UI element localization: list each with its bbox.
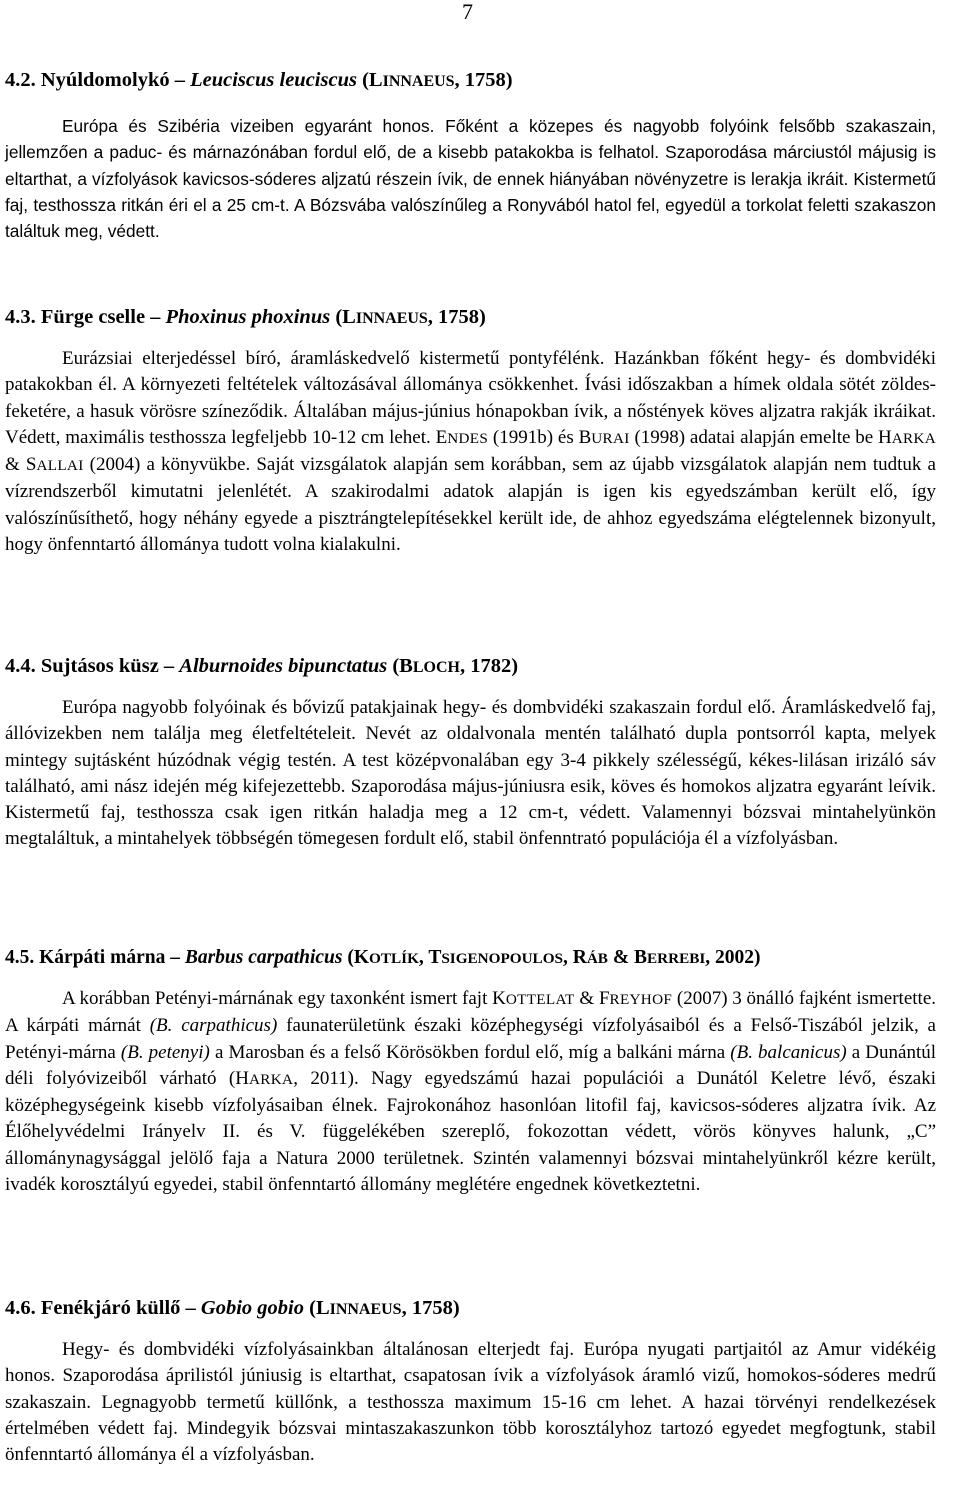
section-4-4 xyxy=(5,652,936,853)
section-text: Európa nagyobb folyóinak és bővizű patakjainak hegy- és dombvidéki szakaszain fordul elő. Áramláskedvelő faj, állóvizekben nem találja meg életfeltételeit. Nevét az oldalvonala mentén található dupla pontsorról kapta, melyek mintegy sujtásként húzódnak végig testén. A test középvonalában egy 3-4 pikkely szélességű, kékes-lilásan irizáló sáv található, ami nász idején még kifejezettebb. Szaporodása május-júniusra esik, köves és homokos aljzatra egyaránt leívik. Kistermetű faj, testhossza csak igen ritkán haladja meg a 12 cm-t, védett. Valamennyi bózsvai mintahelyünkön megtaláltuk, a mintahelyek többségén tömegesen fordult elő, stabil önfenntrató populációja él a vízfolyásban. xyxy=(5,697,936,850)
section-text: A korábban Petényi-márnának egy taxonként ismert fajt KOTTELAT & FREYHOF (2007) 3 önálló fajként ismertette. A kárpáti márnát (B. carpathicus) faunaterületünk északi középhegységi vízfolyásaiból és a Felső-Tiszából jelzik, a Petényi-márna (B. petenyi) a Marosban és a felső Körösökben fordul elő, míg a balkáni márna (B. balcanicus) a Dunántúl déli folyóvizeiből várható (HARKA, 2011). Nagy egyedszámú hazai populációi a Dunától Keletre lévő, északi középhegységeink kisebb vízfolyásaiban élnek. Fajrokonához hasonlóan litofil faj, kavicsos-sóderes aljzatra ívik. Az Élőhelyvédelmi Irányelv II. és V. függelékében szereplő, fokozottan védett, vörös könyves halunk, „C” állománynagysággal jelölő faja a Natura 2000 területnek. Szintén valamennyi bózsvai mintahelyünkről kézre került, ivadék korosztályú egyedei, stabil önfenntartó állomány meglétére engednek következtetni. xyxy=(5,988,937,1196)
section-heading: 4.4. Sujtásos küsz – Alburnoides bipunctatus (BLOCH, 1782) xyxy=(5,655,519,677)
section-4-6 xyxy=(5,1294,936,1468)
section-4-5 xyxy=(5,944,936,1198)
section-text: Eurázsiai elterjedéssel bíró, áramláskedvelő kistermetű pontyfélénk. Hazánkban főként hegy- és dombvidéki patakokban él. A környezeti feltételek változásával állománya csökkenhet. Ívási időszakban a hímek oldala sötét zöldes-feketére, a hasuk vörösre színeződik. Általában május-június hónapokban ívik, a nőstények köves aljzatra rakják ikráikat. Védett, maximális testhossza legfeljebb 10-12 cm lehet. ENDES (1991b) és BURAI (1998) adatai alapján emelte be HARKA & SALLAI (2004) a könyvükbe. Saját vizsgálatok alapján sem korábban, sem az újabb vizsgálatok alapján nem tudtuk a vízrendszerből kimutatni jelenlétét. A szakirodalmi adatok alapján is igen kis egyedszámban került elő, így valószínűsíthető, hogy néhány egyede a pisztrángtelepítésekkel került ide, de ahhoz egyedszáma elégtelennek bizonyult, hogy önfenntartó állománya tudott volna kialakulni. xyxy=(5,348,937,556)
section-heading: 4.5. Kárpáti márna – Barbus carpathicus (KOTLÍK, TSIGENOPOULOS, RÁB & BERREBI, 2002) xyxy=(5,947,761,968)
page-number: 7 xyxy=(462,0,473,24)
section-heading: 4.2. Nyúldomolykó – Leuciscus leuciscus (LINNAEUS, 1758) xyxy=(5,69,513,91)
section-4-3 xyxy=(5,303,936,558)
section-heading: 4.3. Fürge cselle – Phoxinus phoxinus (LINNAEUS, 1758) xyxy=(5,306,486,328)
section-heading: 4.6. Fenékjáró küllő – Gobio gobio (LINNAEUS, 1758) xyxy=(5,1297,460,1319)
section-4-2 xyxy=(5,66,936,244)
section-text: Hegy- és dombvidéki vízfolyásainkban általánosan elterjedt faj. Európa nyugati partjaitól az Amur vidékéig honos. Szaporodása áprilistól júniusig is eltarthat, csapatosan ívik a vízfolyások áramló vizű, homokos-sóderes medrű szakaszain. Legnagyobb termetű küllőnk, a testhossza maximum 15-16 cm lehet. A hazai törvényi rendelkezések értelmében védett faj. Mindegyik bózsvai mintaszakaszunkon több korosztályhoz tartozó egyedet megfogtunk, stabil önfenntartó állománya él a vízfolyásban. xyxy=(5,1339,936,1466)
section-text: Európa és Szibéria vizeiben egyaránt honos. Főként a közepes és nagyobb folyóink felsőbb szakaszain, jellemzően a paduc- és márnazónában fordul elő, de a kisebb patakokba is felhatol. Szaporodása márciustól májusig is eltarthat, a vízfolyások kavicsos-sóderes aljzatú részein ívik, de ennek hiányában növényzetre is lerakja ikráit. Kistermetű faj, testhossza ritkán éri el a 25 cm-t. A Bózsvába valószínűleg a Ronyvából hatol fel, egyedül a torkolat feletti szakaszon találtuk meg, védett. xyxy=(5,116,936,242)
